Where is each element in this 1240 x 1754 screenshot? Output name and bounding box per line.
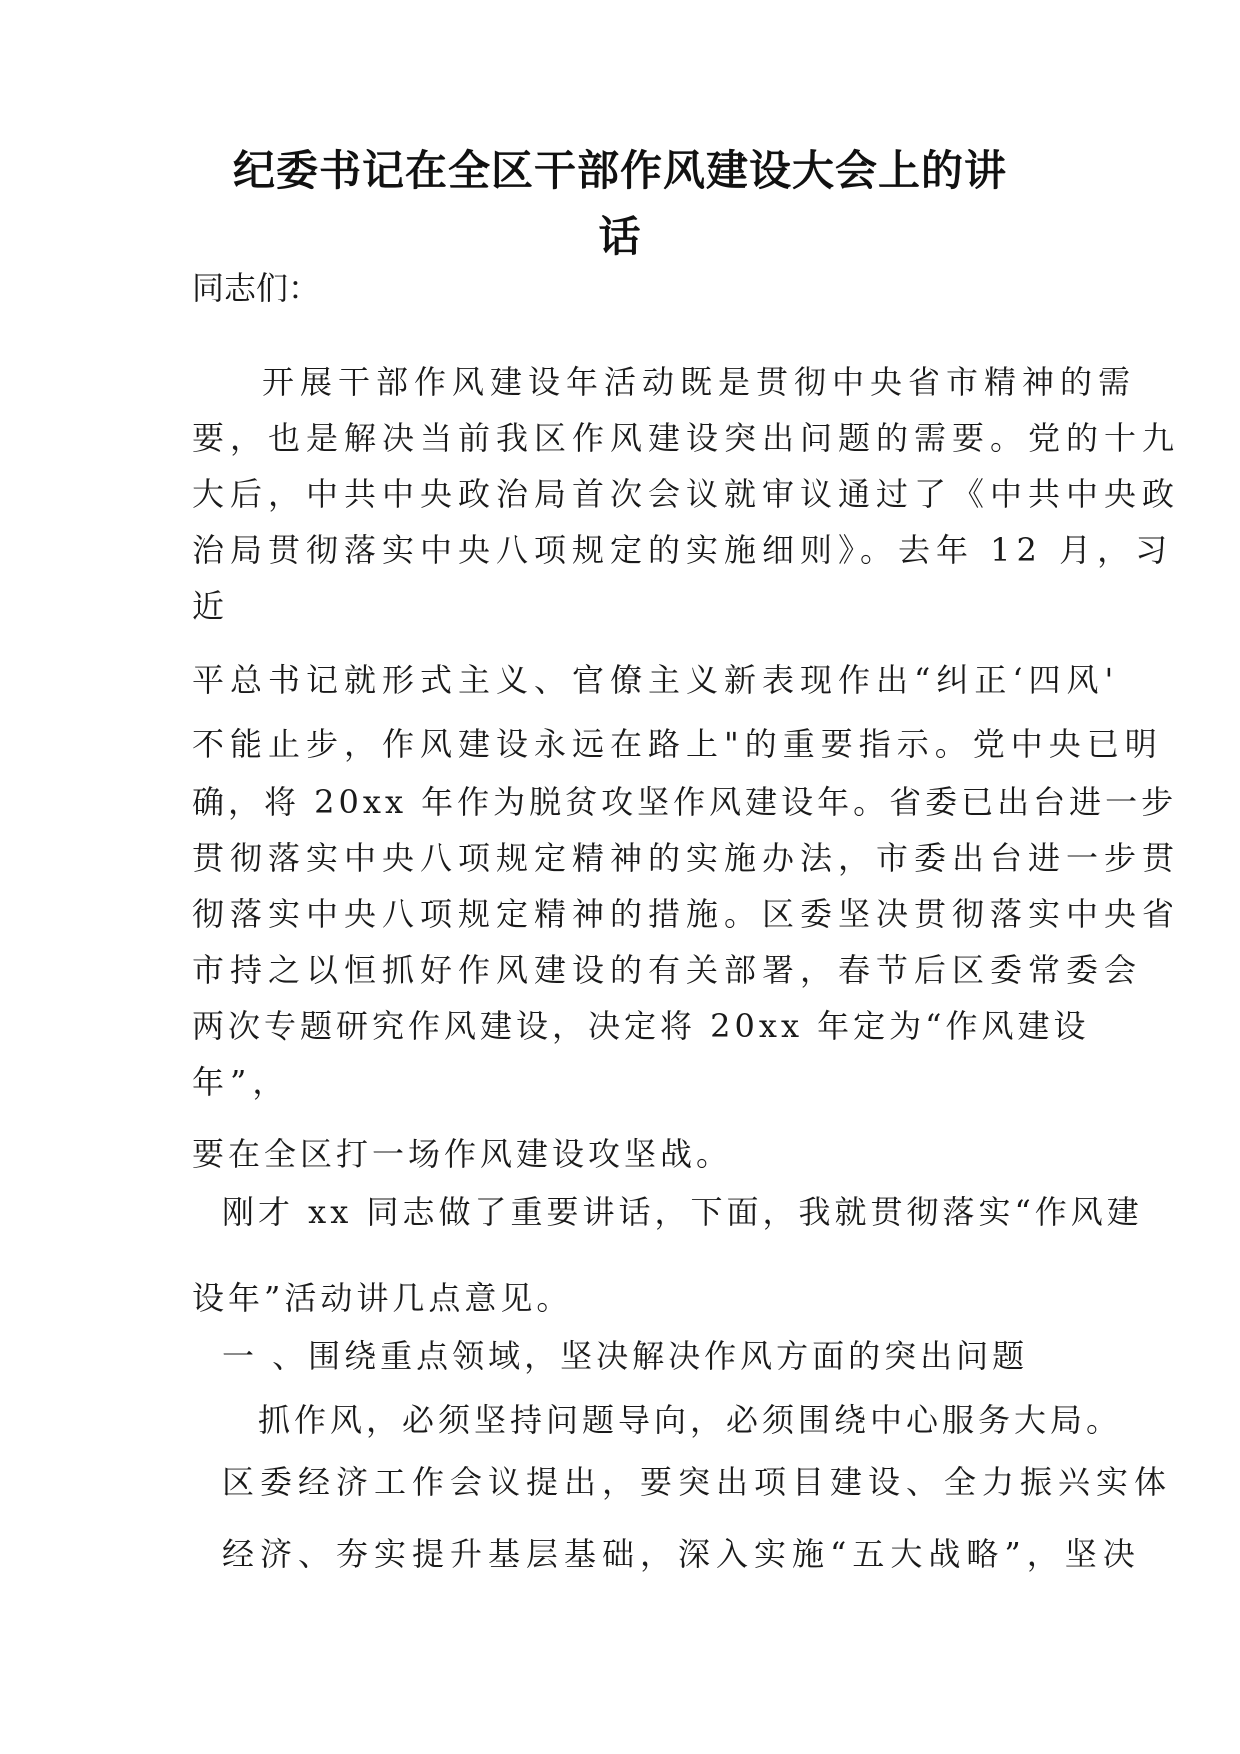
document-title-line-1: 纪委书记在全区干部作风建设大会上的讲 bbox=[232, 146, 1007, 195]
body-line: 要在全区打一场作风建设攻坚战。 bbox=[192, 1135, 733, 1173]
body-line: 年”， bbox=[192, 1063, 291, 1101]
body-line: 近 bbox=[192, 587, 231, 625]
body-line: 贯彻落实中央八项规定精神的实施办法，市委出台进一步贯 bbox=[192, 839, 1181, 877]
body-line: 确，将 20xx 年作为脱贫攻坚作风建设年。省委已出台进一步 bbox=[192, 783, 1178, 821]
body-line: 彻落实中央八项规定精神的措施。区委坚决贯彻落实中央省 bbox=[192, 895, 1181, 933]
salutation: 同志们： bbox=[192, 269, 321, 307]
body-line: 市持之以恒抓好作风建设的有关部署，春节后区委常委会 bbox=[192, 951, 1143, 989]
document-title-line-2: 话 bbox=[598, 212, 642, 261]
body-line: 两次专题研究作风建设，决定将 20xx 年定为“作风建设 bbox=[192, 1007, 1090, 1045]
body-line: 刚才 xx 同志做了重要讲话，下面，我就贯彻落实“作风建 bbox=[222, 1193, 1143, 1231]
body-line: 设年”活动讲几点意见。 bbox=[192, 1279, 573, 1317]
body-line: 平总书记就形式主义、官僚主义新表现作出“纠正‘四风' bbox=[192, 661, 1120, 699]
body-line: 抓作风，必须坚持问题导向，必须围绕中心服务大局。 bbox=[258, 1401, 1123, 1439]
body-line: 不能止步，作风建设永远在路上"的重要指示。党中央已明 bbox=[192, 725, 1163, 763]
body-line: 要，也是解决当前我区作风建设突出问题的需要。党的十九 bbox=[192, 419, 1181, 457]
body-line: 大后，中共中央政治局首次会议就审议通过了《中共中央政 bbox=[192, 475, 1181, 513]
body-line: 区委经济工作会议提出，要突出项目建设、全力振兴实体 bbox=[222, 1463, 1173, 1501]
body-line: 开展干部作风建设年活动既是贯彻中央省市精神的需 bbox=[262, 363, 1137, 401]
body-line: 治局贯彻落实中央八项规定的实施细则》。去年 12 月，习 bbox=[192, 531, 1174, 569]
body-line: 经济、夯实提升基层基础，深入实施“五大战略”，坚决 bbox=[222, 1535, 1141, 1573]
section-heading-1: 一 、围绕重点领域，坚决解决作风方面的突出问题 bbox=[222, 1337, 1029, 1375]
